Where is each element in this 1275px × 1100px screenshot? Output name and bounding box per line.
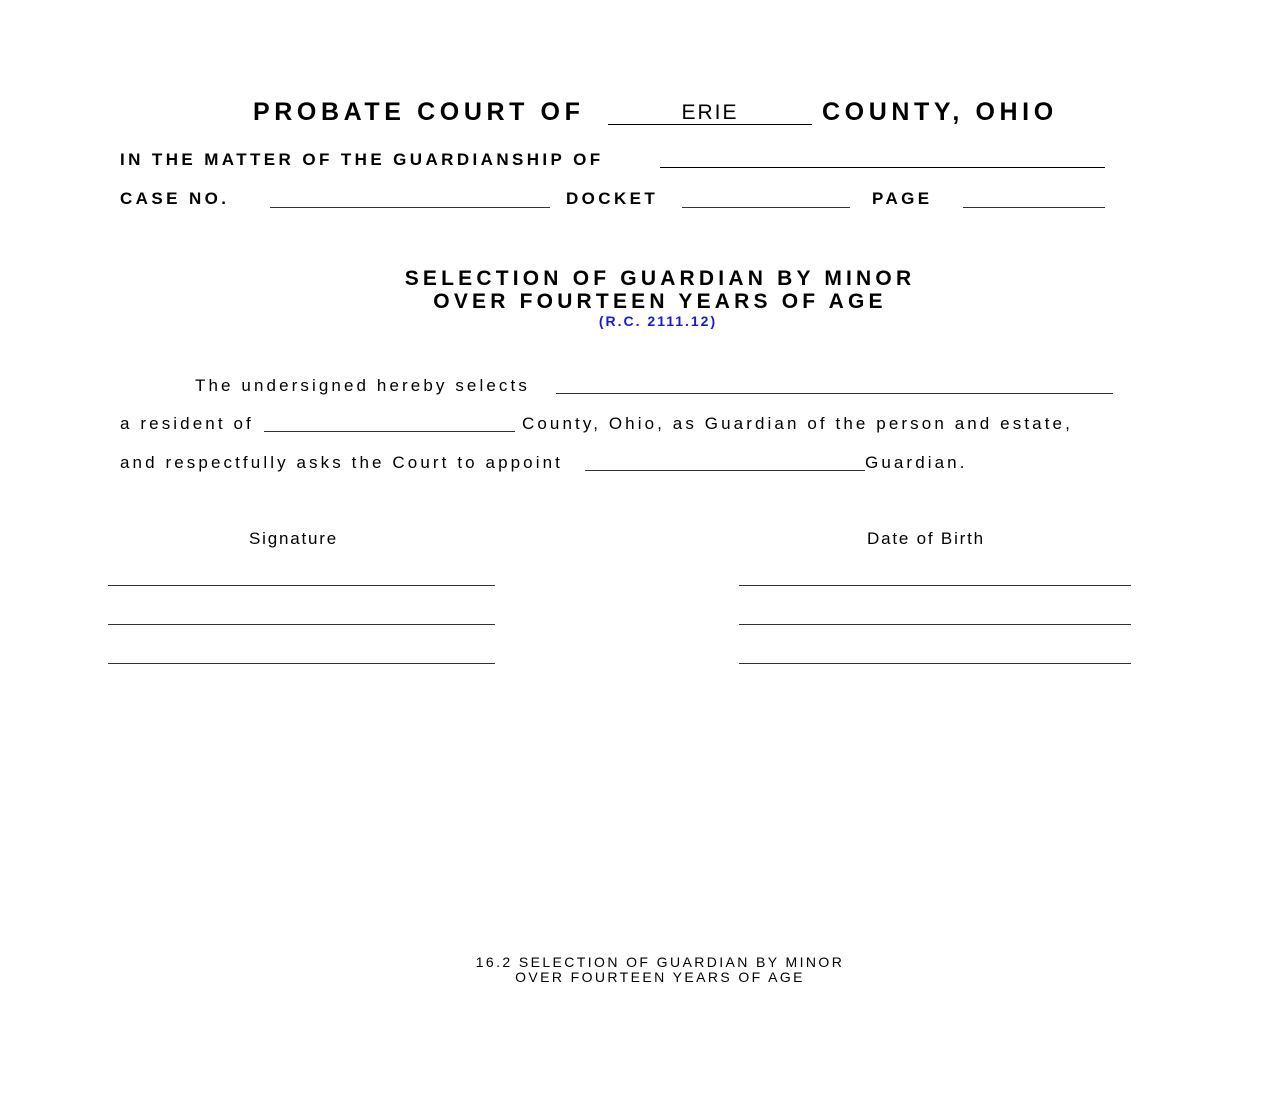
- body-line2-prefix: a resident of: [120, 414, 254, 433]
- signature-line[interactable]: [108, 609, 495, 625]
- statute-reference: (R.C. 2111.12): [598, 313, 718, 329]
- body-line3-prefix: and respectfully asks the Court to appoint: [120, 453, 563, 472]
- signature-line[interactable]: [108, 648, 495, 664]
- resident-county-field[interactable]: [264, 416, 515, 432]
- footer-line1: 16.2 SELECTION OF GUARDIAN BY MINOR: [475, 954, 845, 970]
- heading-line2: OVER FOURTEEN YEARS OF AGE: [433, 290, 887, 313]
- matter-label: IN THE MATTER OF THE GUARDIANSHIP OF: [120, 150, 604, 169]
- footer-line2: OVER FOURTEEN YEARS OF AGE: [515, 969, 805, 985]
- court-suffix: COUNTY, OHIO: [822, 98, 1058, 126]
- case-no-field[interactable]: [270, 192, 550, 208]
- docket-label: DOCKET: [566, 189, 659, 208]
- case-no-label: CASE NO.: [120, 189, 230, 208]
- dob-line[interactable]: [739, 609, 1131, 625]
- signature-label: Signature: [249, 529, 338, 548]
- body-line3-suffix: Guardian.: [865, 453, 968, 472]
- page-field[interactable]: [963, 192, 1105, 208]
- signature-line[interactable]: [108, 570, 495, 586]
- body-line2-suffix: County, Ohio, as Guardian of the person and estate,: [522, 414, 1073, 433]
- body-line1: The undersigned hereby selects: [195, 376, 530, 395]
- ward-name-field[interactable]: [660, 152, 1105, 168]
- docket-field[interactable]: [682, 192, 850, 208]
- heading-line1: SELECTION OF GUARDIAN BY MINOR: [404, 267, 916, 290]
- dob-line[interactable]: [739, 570, 1131, 586]
- appoint-field[interactable]: [585, 455, 865, 471]
- dob-line[interactable]: [739, 648, 1131, 664]
- dob-label: Date of Birth: [867, 529, 985, 548]
- page-label: PAGE: [872, 189, 933, 208]
- guardian-selected-field[interactable]: [556, 378, 1113, 394]
- county-value: ERIE: [681, 101, 739, 124]
- court-prefix: PROBATE COURT OF: [253, 98, 585, 126]
